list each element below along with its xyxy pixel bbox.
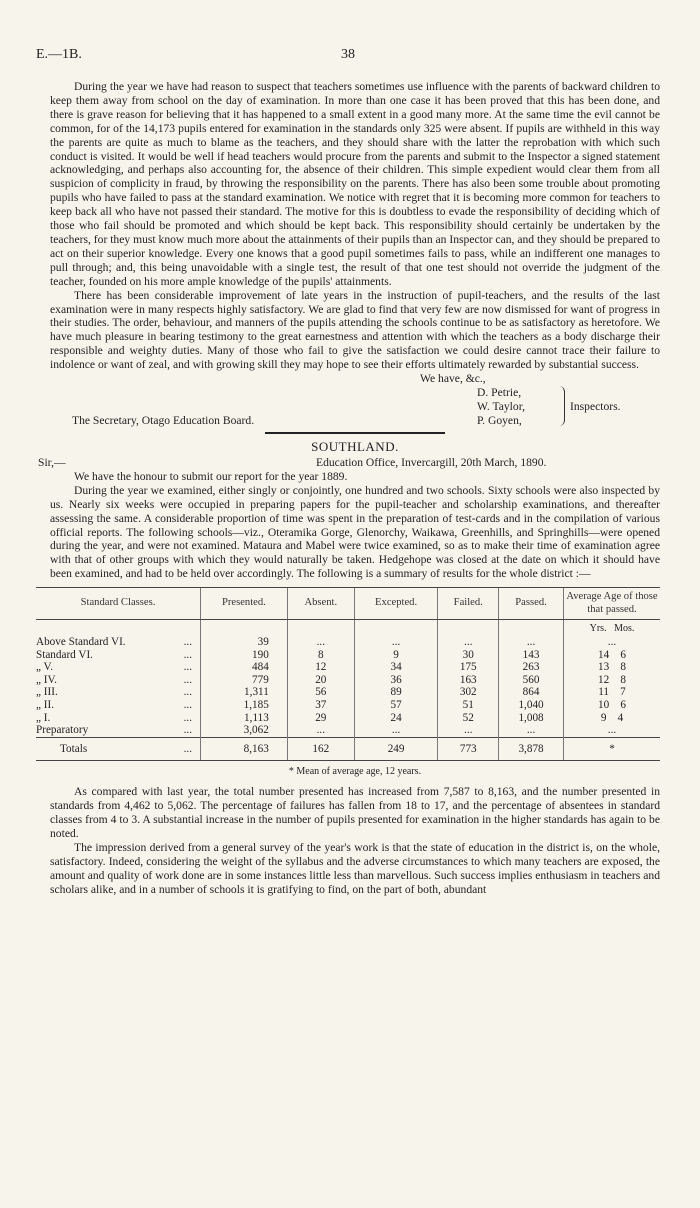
cell-absent: 20 <box>287 674 354 687</box>
paragraph: During the year we have had reason to suspect that teachers sometimes use influence with the parents of backward children to keep them away from school on the day of examination. In more than one case it has been proved that this has been done, and there is grave reason for believing that it has happened to a small extent in a good many more. At the same time the evil cannot be common, for of the 14,173 pupils entered for examination in the standards only 325 were absent. If pupils are withheld in this way the parents are quite as much to blame as the teachers, and they should share with the latter the reprobation with which such conduct is visited. It would be well if head teachers would procure from the parents and submit to the Inspector a signed statement acknowledging, and perhaps also accounting for, the absence of their children. This simple expedient would clear them from all suspicion of complicity in fraud, by throwing the responsibility on the parents. There has also been some trouble about promoting pupils who have failed to pass at the standard examination. We notice with regret that it is becoming more common for teachers to keep back all who have not passed their standard. The motive for this is doubtless to evade the responsibility of deciding which of those who fail should be promoted and which should be kept back. This responsibility should certainly be undertaken by the teachers, for they must know much more about the attainments of their pupils than an Inspector can, and they should be prepared to act on their superior knowledge. Every one knows that a good pupil sometimes fails to pass, while an indifferent one manages to pull through; and, this being unavoidable with a single test, the result of that one test should not override the judgment of the teacher, founded on his more ample knowledge of the pupils' attainments. <box>50 80 660 288</box>
leader-dots: ... <box>183 711 192 724</box>
paragraph: The impression derived from a general survey of the year's work is that the state of education in the district is, on the whole, satisfactory. Indeed, considering the weight of the syllabus and the adverse circumstances to which many teachers are exposed, the amount and quality of work done are in some instances little less than marvellous. Such success implies enthusiasm in teachers and scholars alike, and in a number of schools it is gratifying to find, on the part of both, abundant <box>50 840 660 896</box>
cell-failed: 302 <box>438 686 499 699</box>
office-dateline: Education Office, Invercargill, 20th March, 1890. <box>316 455 547 469</box>
row-label <box>36 636 201 649</box>
row-label-text: „ IV. <box>36 673 57 686</box>
row-label-text: Totals <box>60 742 88 755</box>
cell-age: * <box>564 737 661 761</box>
cell-passed: ... <box>499 724 564 737</box>
cell-excepted: 89 <box>354 686 438 699</box>
leader-dots: ... <box>183 724 192 737</box>
cell-presented: 1,113 <box>201 712 288 725</box>
leader-dots: ... <box>183 648 192 661</box>
cell-presented: 3,062 <box>201 724 288 737</box>
cell-passed: ... <box>499 636 564 649</box>
section-title: SOUTHLAND. <box>311 439 399 455</box>
cell-absent: ... <box>287 636 354 649</box>
paragraph: As compared with last year, the total number presented has increased from 7,587 to 8,163, and the number presented in standards from 4,462 to 5,062. The percentage of failures has fallen from 18 to 17, and the percentage of absentees in standard classes from 4 to 3. A substantial increase in the number of pupils presented for examination in the higher standards has again to be noted. <box>50 785 660 840</box>
cell-passed: 560 <box>499 674 564 687</box>
cell-absent: ... <box>287 724 354 737</box>
cell-failed: 773 <box>438 737 499 761</box>
row-label <box>36 724 201 737</box>
column-header: Passed. <box>499 588 564 620</box>
inspector-name: D. Petrie, <box>477 386 522 400</box>
cell-age: 14 6 <box>564 649 661 662</box>
cell-age: 11 7 <box>564 686 661 699</box>
leader-dots: ... <box>183 686 192 699</box>
cell-age: 13 8 <box>564 661 661 674</box>
page-header <box>36 48 660 66</box>
paragraph: There has been considerable improvement of late years in the instruction of pupil-teachers, and the results of the last examination were in many respects highly satisfactory. We are glad to find that very few are now dismissed for want of progress in their studies. The order, behaviour, and manners of the pupils attending the schools continue to be as satisfactory as heretofore. We have much pleasure in bearing testimony to the great earnestness and attention with which the teachers as a body discharge their responsible and weighty duties. Many of those who fail to give the satisfaction we could desire cannot trace their failure to indolence or want of zeal, and with growing skill they may hope to see their efforts ultimately rewarded by substantial success. <box>50 288 660 372</box>
row-label-text: „ III. <box>36 686 58 699</box>
column-header: Average Age of those that passed. <box>564 588 661 620</box>
inspector-name: W. Taylor, <box>477 400 525 414</box>
cell-presented: 1,185 <box>201 699 288 712</box>
row-label-text: Above Standard VI. <box>36 635 126 648</box>
cell-excepted: 36 <box>354 674 438 687</box>
totals-row <box>36 737 660 761</box>
cell-presented: 8,163 <box>201 737 288 761</box>
cell-failed: ... <box>438 724 499 737</box>
units-row <box>36 620 660 636</box>
cell-absent: 37 <box>287 699 354 712</box>
cell-failed: 163 <box>438 674 499 687</box>
cell-passed: 143 <box>499 649 564 662</box>
row-label-text: „ I. <box>36 711 51 724</box>
table-row <box>36 661 660 674</box>
cell-age: 9 4 <box>564 712 661 725</box>
cell-passed: 263 <box>499 661 564 674</box>
cell-age: ... <box>564 636 661 649</box>
leader-dots: ... <box>183 635 192 648</box>
row-label-text: Preparatory <box>36 724 89 737</box>
table-row <box>36 636 660 649</box>
section-divider <box>265 432 445 434</box>
closing-phrase: We have, &c., <box>420 372 486 386</box>
cell-excepted: ... <box>354 636 438 649</box>
salutation-line <box>38 456 660 470</box>
inspectors-role: Inspectors. <box>570 400 621 414</box>
row-label-text: „ V. <box>36 661 53 674</box>
page-body <box>36 80 660 896</box>
cell-presented: 484 <box>201 661 288 674</box>
table-row <box>36 686 660 699</box>
cell-failed: ... <box>438 636 499 649</box>
table-row <box>36 674 660 687</box>
cell-failed: 175 <box>438 661 499 674</box>
leader-dots: ... <box>183 698 192 711</box>
column-header: Excepted. <box>354 588 438 620</box>
table-row <box>36 712 660 725</box>
signature-block <box>50 372 660 428</box>
cell-excepted: 9 <box>354 649 438 662</box>
cell-excepted: 24 <box>354 712 438 725</box>
table-header-row <box>36 588 660 620</box>
cell-excepted: ... <box>354 724 438 737</box>
row-label <box>36 712 201 725</box>
row-label <box>36 699 201 712</box>
cell-failed: 30 <box>438 649 499 662</box>
row-label-text: „ II. <box>36 698 55 711</box>
table-footnote: * Mean of average age, 12 years. <box>288 766 422 778</box>
cell-presented: 39 <box>201 636 288 649</box>
column-header: Failed. <box>438 588 499 620</box>
salutation: Sir,— <box>38 455 66 469</box>
cell-absent: 29 <box>287 712 354 725</box>
cell-age: 12 8 <box>564 674 661 687</box>
cell-failed: 51 <box>438 699 499 712</box>
cell-age: 10 6 <box>564 699 661 712</box>
column-header: Absent. <box>287 588 354 620</box>
paragraph: During the year we examined, either singly or conjointly, one hundred and two schools. Sixty schools were also inspected by us. Nearly six weeks were occupied in preparing papers for the pupil-teacher and scholarship examinations, and thereafter assessing the same. A considerable proportion of time was spent in the preparation of test-cards and in the compilation of various official reports. The following schools—viz., Oteramika Gorge, Glenorchy, Waikawa, Greenhills, and Springhills—were opened during the year, and were not examined. Mataura and Mabel were twice examined, so as to make their time of examination agree with that of other groups with which they would naturally be taken. Hedgehope was closed at the date on which it should have been examined, and had to be held over accordingly. The following is a summary of results for the whole district :— <box>50 483 660 581</box>
results-table <box>36 587 660 761</box>
leader-dots: ... <box>183 742 192 755</box>
cell-age: ... <box>564 724 661 737</box>
paragraph: We have the honour to submit our report for the year 1889. <box>74 469 348 483</box>
cell-excepted: 34 <box>354 661 438 674</box>
age-units: Yrs. Mos. <box>564 620 661 636</box>
cell-presented: 779 <box>201 674 288 687</box>
row-label <box>36 674 201 687</box>
cell-absent: 56 <box>287 686 354 699</box>
cell-passed: 1,040 <box>499 699 564 712</box>
table-row <box>36 724 660 737</box>
row-label <box>36 649 201 662</box>
cell-passed: 864 <box>499 686 564 699</box>
addressee: The Secretary, Otago Education Board. <box>72 414 255 428</box>
cell-presented: 190 <box>201 649 288 662</box>
row-label <box>36 661 201 674</box>
cell-absent: 8 <box>287 649 354 662</box>
cell-passed: 1,008 <box>499 712 564 725</box>
table-row <box>36 649 660 662</box>
column-header: Presented. <box>201 588 288 620</box>
cell-excepted: 249 <box>354 737 438 761</box>
inspector-name: P. Goyen, <box>477 414 522 428</box>
document-code: E.—1B. <box>36 47 82 62</box>
column-header: Standard Classes. <box>36 588 201 620</box>
row-label <box>36 686 201 699</box>
table-row <box>36 699 660 712</box>
row-label <box>36 737 201 761</box>
leader-dots: ... <box>183 661 192 674</box>
cell-absent: 12 <box>287 661 354 674</box>
cell-excepted: 57 <box>354 699 438 712</box>
cell-presented: 1,311 <box>201 686 288 699</box>
cell-failed: 52 <box>438 712 499 725</box>
row-label-text: Standard VI. <box>36 648 93 661</box>
cell-passed: 3,878 <box>499 737 564 761</box>
cell-absent: 162 <box>287 737 354 761</box>
leader-dots: ... <box>183 673 192 686</box>
page-number: 38 <box>341 47 355 62</box>
